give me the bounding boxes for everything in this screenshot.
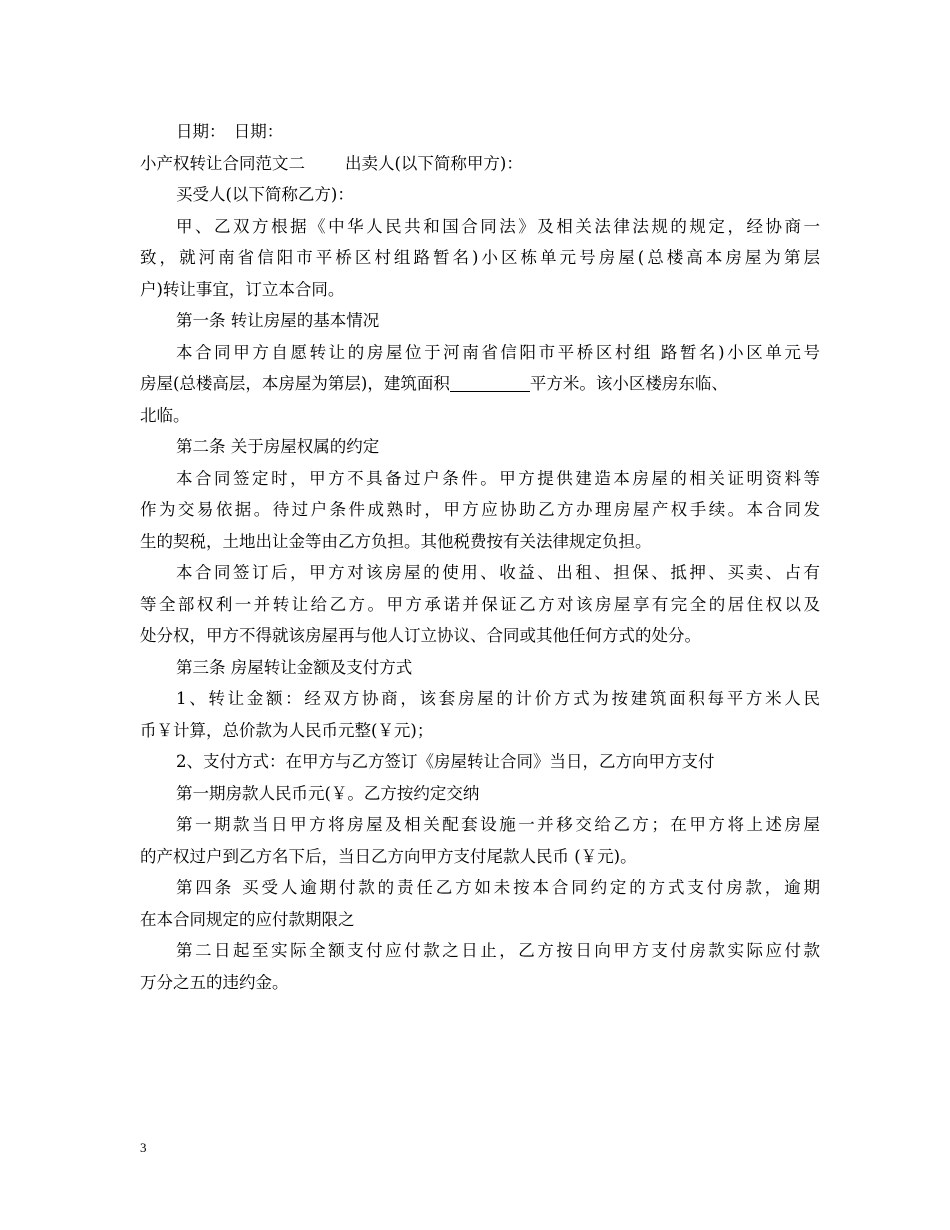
paragraph-line: 本合同签订后，甲方对该房屋的使用、收益、出租、担保、抵押、买卖、占有 (176, 563, 820, 582)
paragraph-line: 生的契税，土地出让金等由乙方负担。其他税费按有关法律规定负担。 (140, 531, 652, 551)
paragraph-line: 2、支付方式：在甲方与乙方签订《房屋转让合同》当日，乙方向甲方支付 (176, 752, 715, 771)
article-heading: 第四条 买受人逾期付款的责任乙方如未按本合同约定的方式支付房款，逾期 (176, 878, 820, 897)
paragraph-line: 第二日起至实际全额支付应付款之日止，乙方按日向甲方支付房款实际应付款 (176, 941, 820, 960)
date-line: 日期： 日期： (176, 122, 284, 141)
paragraph-line: 本合同签定时，甲方不具备过户条件。甲方提供建造本房屋的相关证明资料等 (176, 468, 820, 488)
area-unit-text: 平方米。该小区楼房东临、 (529, 374, 728, 393)
paragraph-line: 致，就河南省信阳市平桥区村组路暂名)小区栋单元号房屋(总楼高本房屋为第层 (140, 248, 820, 267)
paragraph-line: 第一期款当日甲方将房屋及相关配套设施一并移交给乙方；在甲方将上述房屋 (176, 815, 820, 834)
paragraph-line: 的产权过户到乙方名下后，当日乙方向甲方支付尾款人民币 (￥元)。 (140, 846, 637, 866)
article-heading: 第二条 关于房屋权属的约定 (176, 437, 380, 456)
paragraph-line: 第一期房款人民币元(￥。乙方按约定交纳 (176, 783, 480, 803)
paragraph-line: 甲、乙双方根据《中华人民共和国合同法》及相关法律法规的规定，经协商一 (176, 216, 820, 236)
paragraph-line: 北临。 (140, 405, 190, 425)
paragraph-line: 万分之五的违约金。 (140, 972, 289, 992)
article-heading: 第一条 转让房屋的基本情况 (176, 311, 380, 330)
paragraph-line: 户)转让事宜，订立本合同。 (140, 279, 345, 299)
page-number: 3 (140, 1140, 147, 1155)
paragraph-line: 在本合同规定的应付款期限之 (140, 909, 355, 929)
paragraph-line: 币￥计算，总价款为人民币元整(￥元)； (140, 720, 434, 740)
contract-title: 小产权转让合同范文二 (140, 153, 305, 173)
seller-label: 出卖人(以下简称甲方)： (345, 153, 523, 173)
paragraph-line: 等全部权利一并转让给乙方。甲方承诺并保证乙方对该房屋享有完全的居住权以及 (140, 594, 820, 614)
paragraph-line: 本合同甲方自愿转让的房屋位于河南省信阳市平桥区村组 路暂名)小区单元号 (176, 342, 820, 362)
area-text: 房屋(总楼高层，本房屋为第层)，建筑面积 (140, 374, 450, 393)
paragraph-line: 1、转让金额：经双方协商，该套房屋的计价方式为按建筑面积每平方米人民 (176, 689, 820, 708)
paragraph-line: 处分权，甲方不得就该房屋再与他人订立协议、合同或其他任何方式的处分。 (140, 626, 701, 645)
buyer-label: 买受人(以下简称乙方)： (176, 185, 354, 204)
document-body (140, 116, 820, 998)
paragraph-line (140, 368, 820, 400)
title-line (140, 148, 820, 180)
paragraph-line: 作为交易依据。待过户条件成熟时，甲方应协助乙方办理房屋产权手续。本合同发 (140, 500, 820, 519)
blank-field (450, 375, 530, 392)
article-heading: 第三条 房屋转让金额及支付方式 (176, 657, 413, 677)
